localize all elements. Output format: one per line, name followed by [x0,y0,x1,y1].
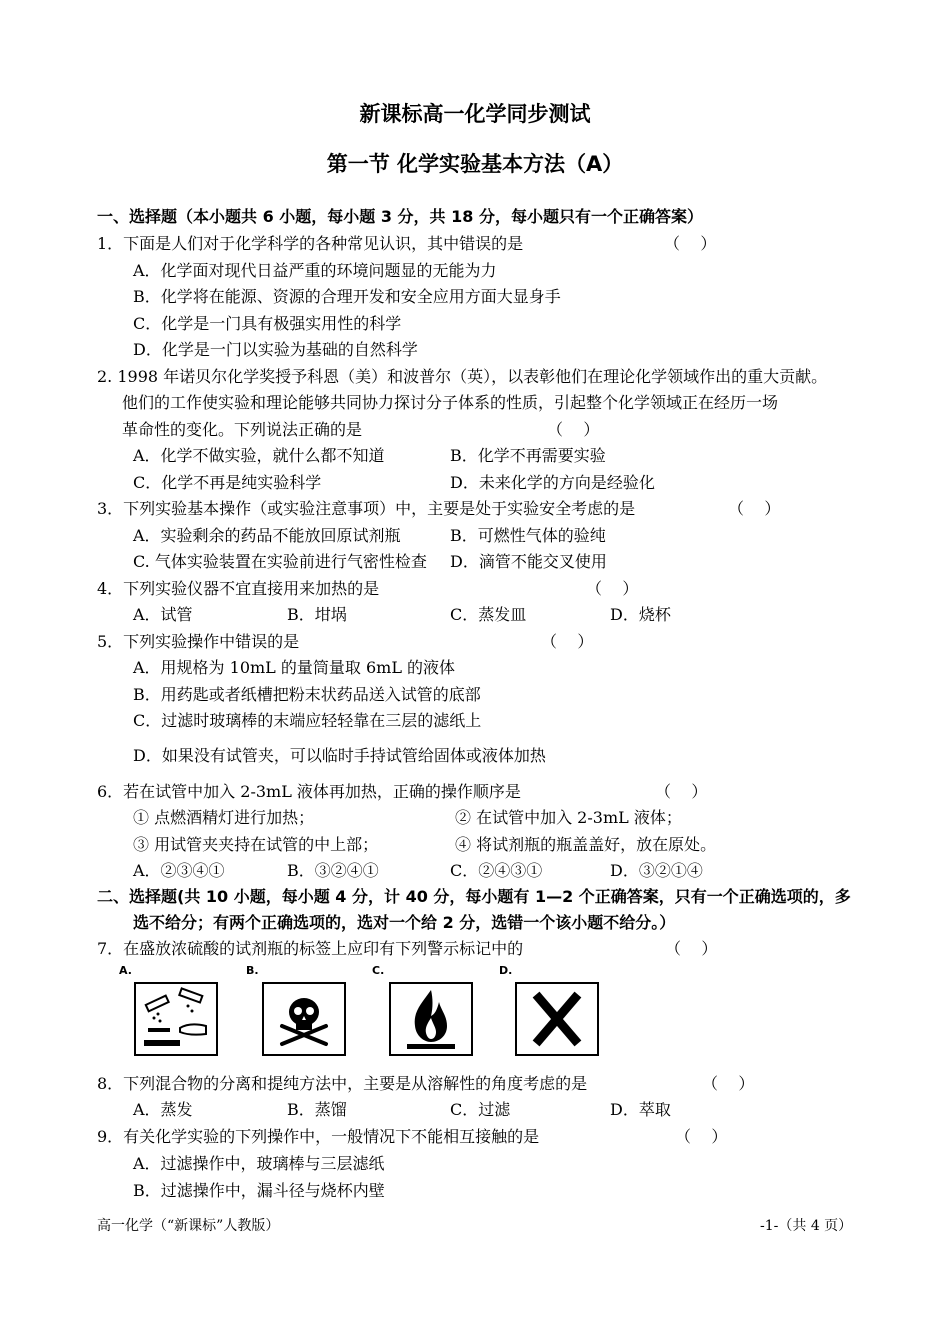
q8-stem: 8．下列混合物的分离和提纯方法中，主要是从溶解性的角度考虑的是 [97,1074,588,1093]
q9-option-b: B．过滤操作中，漏斗径与烧杯内壁 [133,1181,385,1200]
q2-option-d: D．未来化学的方向是经验化 [450,473,655,492]
q9-answer-paren: （ ） [675,1127,728,1146]
corrosive-icon [134,982,218,1056]
q3-option-a: A．实验剩余的药品不能放回原试剂瓶 [133,526,401,545]
footer-left: 高一化学（“新课标”人教版） [97,1218,280,1234]
x-cross-icon [515,982,599,1056]
q4-answer-paren: （ ） [586,579,639,598]
q7-symbol-label-b: B. [246,964,259,977]
q3-answer-paren: （ ） [728,499,781,518]
q4-stem: 4．下列实验仪器不宜直接用来加热的是 [97,579,380,598]
q7-symbol-label-a: A. [119,964,132,977]
q2-stem-line1: 2. 1998 年诺贝尔化学奖授予科恩（美）和波普尔（英），以表彰他们在理论化学领域作出的重大贡献。 [97,367,828,386]
q5-option-c: C．过滤时玻璃棒的末端应轻轻靠在三层的滤纸上 [133,711,482,730]
q5-option-d: D．如果没有试管夹，可以临时手持试管给固体或液体加热 [133,746,546,765]
flame-icon [389,982,473,1056]
q6-answer-paren: （ ） [655,782,708,801]
q5-option-b: B．用药匙或者纸槽把粉末状药品送入试管的底部 [133,685,481,704]
q6-step-4: ④ 将试剂瓶的瓶盖盖好，放在原处。 [455,835,717,854]
q3-stem: 3．下列实验基本操作（或实验注意事项）中，主要是处于实验安全考虑的是 [97,499,636,518]
q5-stem: 5．下列实验操作中错误的是 [97,632,300,651]
q6-step-2: ② 在试管中加入 2-3mL 液体； [455,808,682,827]
q8-option-c: C．过滤 [450,1100,511,1119]
q3-option-d: D．滴管不能交叉使用 [450,552,607,571]
q6-stem: 6．若在试管中加入 2-3mL 液体再加热，正确的操作顺序是 [97,782,521,801]
q7-symbol-label-d: D. [499,964,513,977]
q2-stem-line3: 革命性的变化。下列说法正确的是 [122,420,363,439]
q7-stem: 7．在盛放浓硫酸的试剂瓶的标签上应印有下列警示标记中的 [97,939,524,958]
q6-option-a: A．②③④① [133,861,225,880]
q7-symbol-label-c: C. [372,964,385,977]
q1-stem: 1．下面是人们对于化学科学的各种常见认识，其中错误的是 [97,234,524,253]
q8-option-a: A．蒸发 [133,1100,193,1119]
q6-option-c: C．②④③① [450,861,543,880]
section1-heading: 一、选择题（本小题共 6 小题，每小题 3 分，共 18 分，每小题只有一个正确答案） [97,207,703,226]
q2-stem-line2: 他们的工作使实验和理论能够共同协力探讨分子体系的性质，引起整个化学领域正在经历一场 [122,393,779,412]
q1-option-c: C．化学是一门具有极强实用性的科学 [133,314,402,333]
q8-option-b: B．蒸馏 [287,1100,347,1119]
q3-option-c: C. 气体实验装置在实验前进行气密性检查 [133,552,427,571]
q7-answer-paren: （ ） [665,939,718,958]
section2-heading-line2: 选不给分；有两个正确选项的，选对一个给 2 分，选错一个该小题不给分。） [133,913,676,932]
q1-option-d: D．化学是一门以实验为基础的自然科学 [133,340,418,359]
q2-answer-paren: （ ） [547,420,600,439]
q1-option-b: B．化学将在能源、资源的合理开发和安全应用方面大显身手 [133,287,561,306]
q2-option-c: C．化学不再是纯实验科学 [133,473,322,492]
q1-option-a: A．化学面对现代日益严重的环境问题显的无能为力 [133,261,497,280]
section2-heading-line1: 二、选择题(共 10 小题，每小题 4 分，计 40 分，每小题有 1—2 个正确答案，只有一个正确选项的，多 [97,887,851,906]
q4-option-b: B．坩埚 [287,605,347,624]
q9-option-a: A．过滤操作中，玻璃棒与三层滤纸 [133,1154,385,1173]
q9-stem: 9．有关化学实验的下列操作中，一般情况下不能相互接触的是 [97,1127,540,1146]
q8-option-d: D．萃取 [610,1100,671,1119]
q4-option-d: D．烧杯 [610,605,671,624]
footer-page-number: -1-（共 4 页） [760,1218,853,1234]
q6-option-d: D．③②①④ [610,861,703,880]
q4-option-a: A．试管 [133,605,193,624]
q5-option-a: A．用规格为 10mL 的量筒量取 6mL 的液体 [133,658,456,677]
q3-option-b: B．可燃性气体的验纯 [450,526,606,545]
q6-option-b: B．③②④① [287,861,379,880]
page-subtitle: 第一节 化学实验基本方法（A） [326,152,624,176]
skull-crossbones-icon [262,982,346,1056]
q2-option-a: A．化学不做实验，就什么都不知道 [133,446,385,465]
q4-option-c: C．蒸发皿 [450,605,527,624]
q8-answer-paren: （ ） [702,1074,755,1093]
q6-step-1: ① 点燃酒精灯进行加热； [133,808,315,827]
q2-option-b: B．化学不再需要实验 [450,446,606,465]
page-title: 新课标高一化学同步测试 [359,102,591,126]
q5-answer-paren: （ ） [541,632,594,651]
q1-answer-paren: （ ） [664,234,717,253]
q6-step-3: ③ 用试管夹夹持在试管的中上部； [133,835,379,854]
